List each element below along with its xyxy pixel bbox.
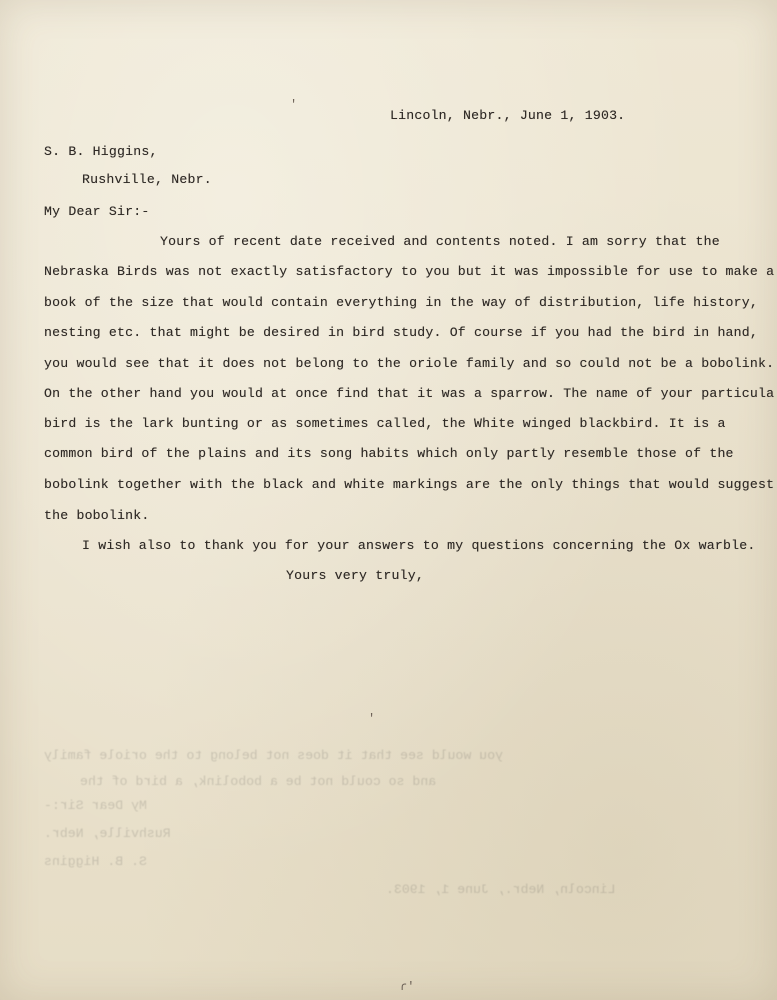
dateline: Lincoln, Nebr., June 1, 1903. [390, 108, 626, 123]
recipient-name: S. B. Higgins, [44, 144, 158, 159]
bleed-through-line: you would see that it does not belong to the oriole family [44, 748, 503, 763]
body-line: the bobolink. [44, 508, 150, 523]
bleed-through-line: Lincoln, Nebr., June 1, 1903. [386, 882, 616, 897]
body-line: common bird of the plains and its song habits which only partly resemble those of the [44, 446, 734, 461]
ink-speck: ɾ' [400, 980, 415, 994]
body-line: Yours of recent date received and contents noted. I am sorry that the [160, 234, 720, 249]
body-line: Nebraska Birds was not exactly satisfactory to you but it was impossible for use to make a [44, 264, 775, 279]
ink-speck: ' [290, 98, 298, 112]
ink-speck: ' [368, 712, 376, 726]
postscript-line: I wish also to thank you for your answers to my questions concerning the Ox warble. [82, 538, 756, 553]
bleed-through-line: S. B. Higgins [44, 854, 147, 869]
closing: Yours very truly, [286, 568, 424, 583]
body-line: nesting etc. that might be desired in bird study. Of course if you had the bird in hand, [44, 325, 759, 340]
bleed-through-line: and so could not be a bobolink, a bird of the [80, 774, 437, 789]
body-line: On the other hand you would at once find that it was a sparrow. The name of your particula [44, 386, 775, 401]
salutation: My Dear Sir:- [44, 204, 150, 219]
body-line: bobolink together with the black and white markings are the only things that would suggest [44, 477, 775, 492]
body-line: bird is the lark bunting or as sometimes called, the White winged blackbird. It is a [44, 416, 726, 431]
recipient-place: Rushville, Nebr. [82, 172, 212, 187]
body-line: book of the size that would contain everything in the way of distribution, life history, [44, 295, 759, 310]
bleed-through-line: Rushville, Nebr. [44, 826, 171, 841]
body-line: you would see that it does not belong to the oriole family and so could not be a bobolink. [44, 356, 775, 371]
bleed-through-line: My Dear Sir:- [44, 798, 147, 813]
